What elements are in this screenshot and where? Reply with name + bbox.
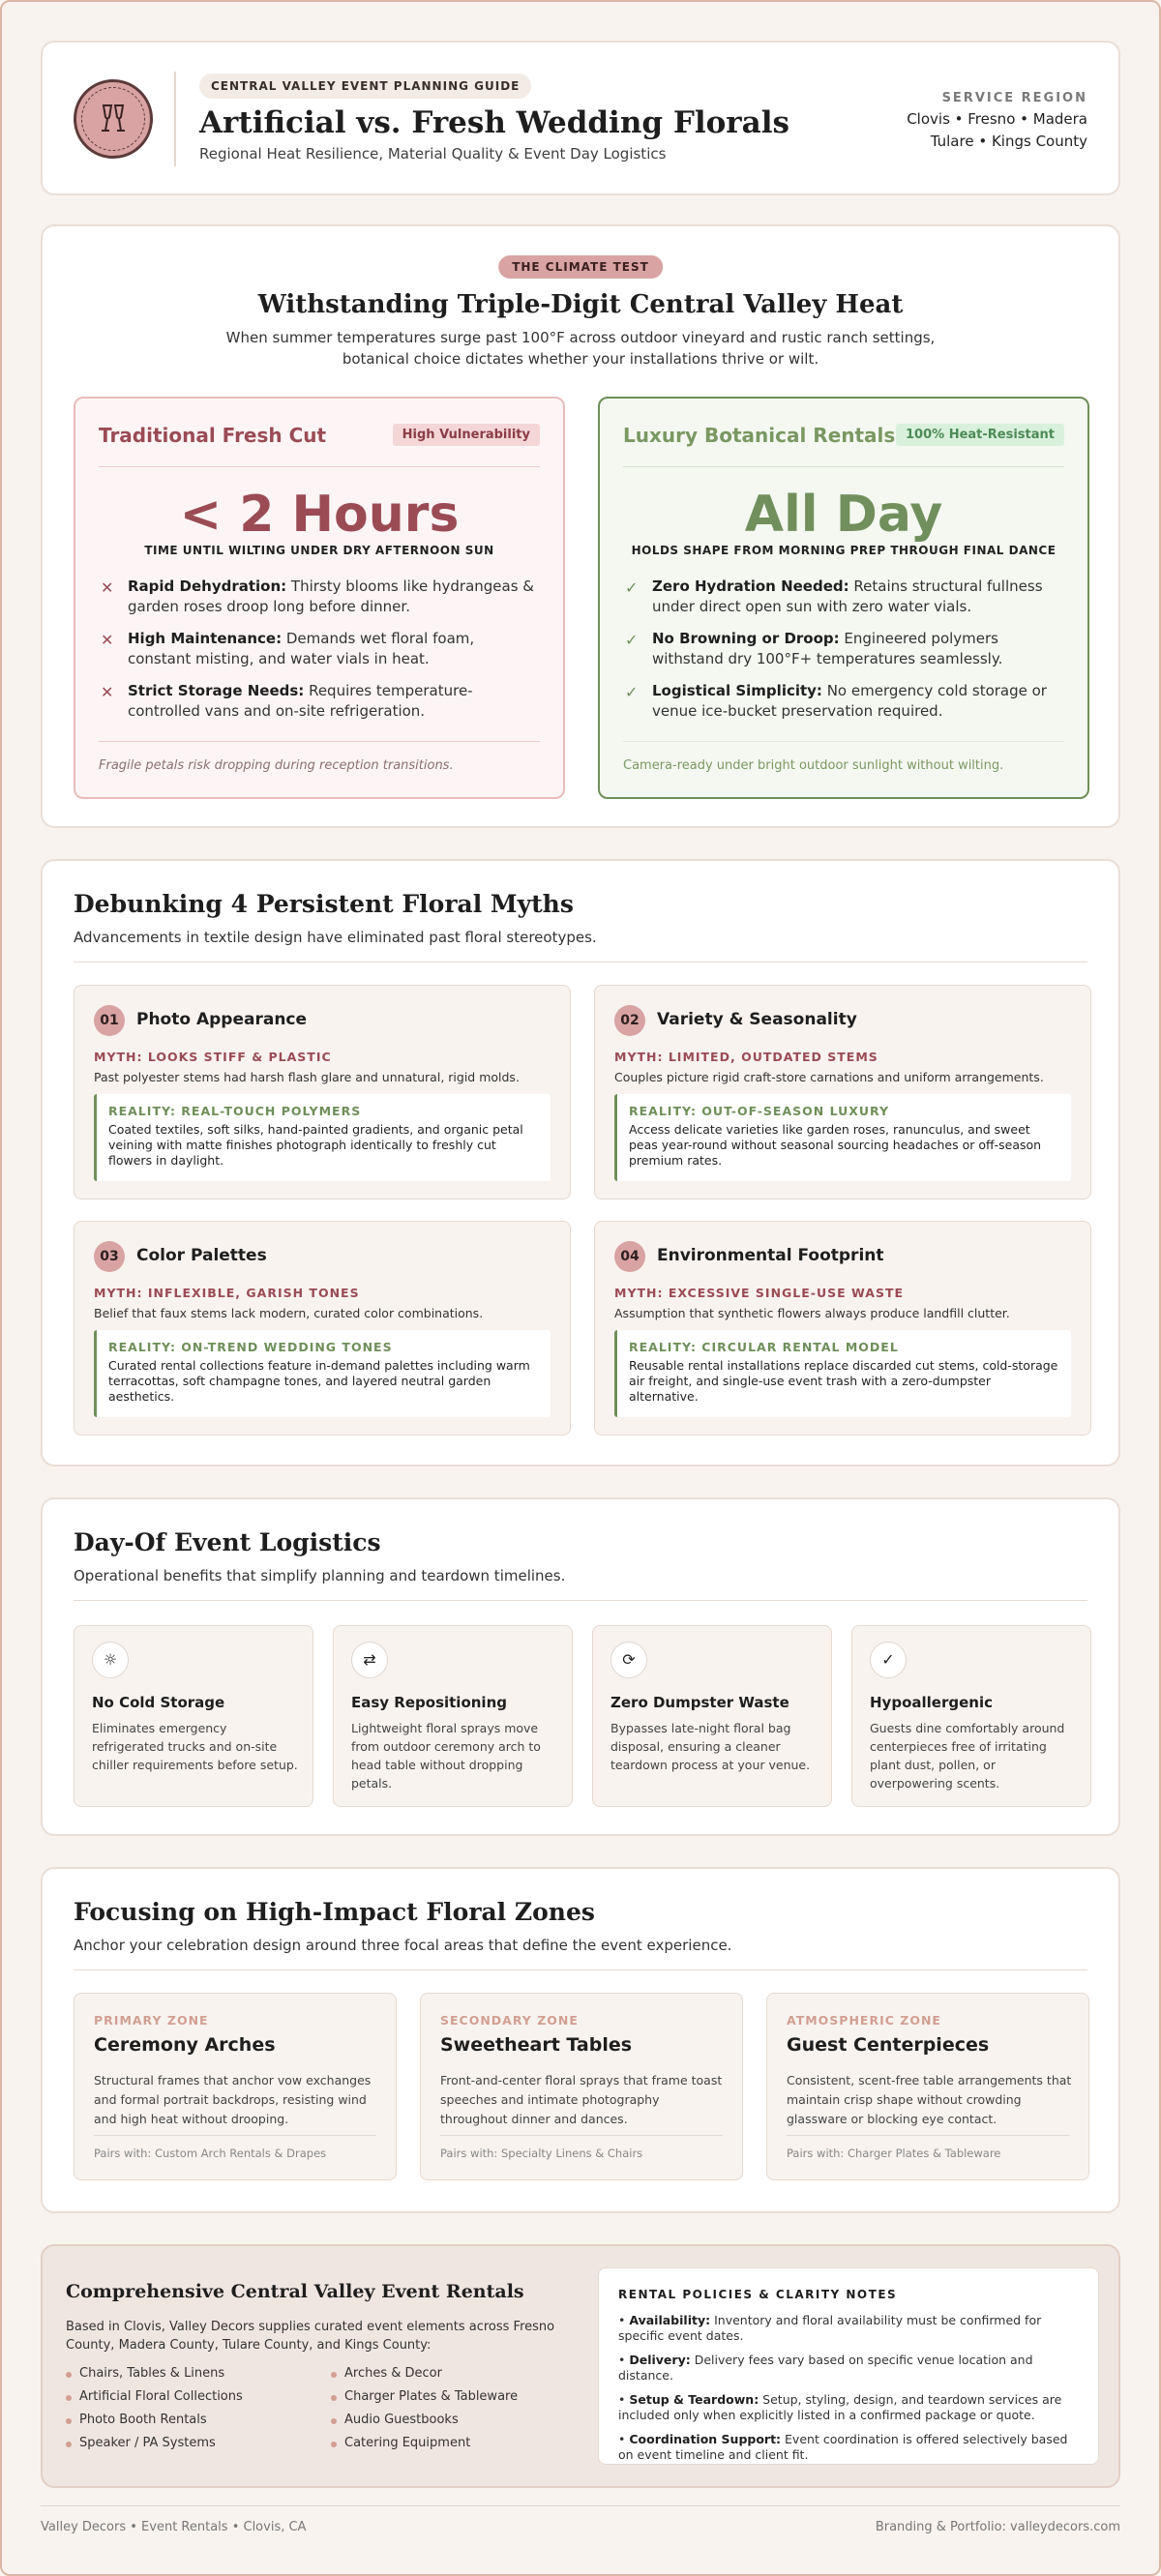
rentals-description: Based in Clovis, Valley Decors supplies curated event elements across Fresno County, Madera County, Tulare County, and Kings County:	[66, 2320, 555, 2353]
myth-number: 02	[614, 1005, 645, 1036]
myth-number: 04	[614, 1241, 645, 1272]
reality-box	[94, 1330, 551, 1417]
logistics-card-text: Guests dine comfortably around centerpieces free of irritating plant dust, pollen, or overpowering scents.	[870, 1721, 1065, 1791]
service-region-line-1: Clovis • Fresno • Madera	[907, 110, 1087, 128]
zones-section	[41, 1867, 1120, 2213]
header-divider	[174, 72, 176, 166]
list-item: Chairs, Tables & Linens	[66, 2366, 243, 2389]
myth-card	[594, 985, 1091, 1199]
rental-policies-box	[598, 2267, 1099, 2465]
reality-label: REALITY: OUT-OF-SEASON LUXURY	[629, 1104, 890, 1118]
check-icon: ✓	[625, 631, 639, 649]
reality-text: Coated textiles, soft silks, hand-painted gradients, and organic petal veining with matte finishes photograph identically to freshly cut flowers in daylight.	[108, 1122, 523, 1168]
list-item: ✕ Rapid Dehydration: Thirsty blooms like hydrangeas & garden roses droop long before dinner.	[101, 577, 534, 615]
footer-divider	[41, 2505, 1120, 2506]
list-item: ✕ High Maintenance: Demands wet floral foam, constant misting, and water vials in heat.	[101, 630, 475, 667]
policy-note: • Setup & Teardown: Setup, styling, design, and teardown services are included only when explicitly listed in a confirmed package or quote.	[618, 2392, 1062, 2422]
x-mark-icon: ✕	[101, 631, 114, 649]
swap-arrows-icon: ⇄	[351, 1642, 388, 1678]
list-item: ✓ Logistical Simplicity: No emergency cold storage or venue ice-bucket preservation required.	[625, 682, 1047, 720]
footer-left: Valley Decors • Event Rentals • Clovis, CA	[41, 2520, 307, 2534]
reality-text: Reusable rental installations replace discarded cut stems, cold-storage air freight, and single-use event trash with a zero-dumpster alternative.	[629, 1358, 1058, 1404]
climate-section	[41, 224, 1120, 828]
zone-pairs: Pairs with: Charger Plates & Tableware	[787, 2147, 1001, 2160]
reality-box	[614, 1094, 1071, 1181]
policy-note: • Availability: Inventory and floral availability must be confirmed for specific event dates.	[618, 2313, 1042, 2343]
logistics-card	[592, 1625, 832, 1807]
logistics-card	[851, 1625, 1091, 1807]
page-subtitle: Regional Heat Resilience, Material Quality & Event Day Logistics	[199, 145, 667, 163]
reality-text: Curated rental collections feature in-demand palettes including warm terracottas, soft champagne tones, and layered neutral garden aesthetics.	[108, 1358, 530, 1404]
x-mark-icon: ✕	[101, 578, 114, 597]
myth-label: MYTH: LIMITED, OUTDATED STEMS	[614, 1050, 878, 1064]
guide-tag: CENTRAL VALLEY EVENT PLANNING GUIDE	[199, 74, 531, 99]
rentals-title: Comprehensive Central Valley Event Rentals	[66, 2281, 524, 2302]
logistics-card-text: Lightweight floral sprays move from outdoor ceremony arch to head table without dropping petals.	[351, 1721, 541, 1791]
zone-card	[420, 1993, 743, 2180]
list-item: Photo Booth Rentals	[66, 2413, 243, 2436]
rental-policies-title: RENTAL POLICIES & CLARITY NOTES	[618, 2288, 898, 2301]
policy-note: • Delivery: Delivery fees vary based on specific venue location and distance.	[618, 2353, 1033, 2383]
myth-card	[74, 1221, 571, 1436]
myths-section	[41, 859, 1120, 1466]
fresh-cut-footnote: Fragile petals risk dropping during reception transitions.	[99, 758, 454, 773]
list-item: Audio Guestbooks	[331, 2413, 518, 2436]
myth-title: Color Palettes	[136, 1246, 267, 1265]
logistics-card-title: Easy Repositioning	[351, 1694, 507, 1711]
list-item: Catering Equipment	[331, 2436, 518, 2459]
fresh-cut-card	[74, 397, 565, 799]
myth-title: Environmental Footprint	[657, 1246, 884, 1265]
champagne-glasses-icon	[74, 79, 153, 159]
zone-card	[766, 1993, 1089, 2180]
climate-description: When summer temperatures surge past 100°F across outdoor vineyard and rustic ranch settings, botanical choice dictates whether your installations thrive or wilt.	[225, 329, 936, 368]
rentals-list-right	[331, 2366, 518, 2459]
zone-label: ATMOSPHERIC ZONE	[787, 2013, 941, 2028]
myth-number: 01	[94, 1005, 125, 1036]
check-circle-icon: ✓	[870, 1642, 907, 1678]
list-item: ✕ Strict Storage Needs: Requires temperature-controlled vans and on-site refrigeration.	[101, 682, 473, 720]
myth-title: Variety & Seasonality	[657, 1010, 857, 1029]
list-item: Artificial Floral Collections	[66, 2389, 243, 2413]
zone-label: PRIMARY ZONE	[94, 2013, 209, 2028]
zone-text: Consistent, scent-free table arrangements that maintain crisp shape without crowding glassware or blocking eye contact.	[787, 2073, 1072, 2126]
luxury-rental-footnote: Camera-ready under bright outdoor sunlight without wilting.	[623, 758, 1004, 773]
myth-label: MYTH: INFLEXIBLE, GARISH TONES	[94, 1286, 360, 1300]
policy-note: • Coordination Support: Event coordination is offered selectively based on event timeline and client fit.	[618, 2432, 1068, 2462]
zone-label: SECONDARY ZONE	[440, 2013, 579, 2028]
logistics-card-text: Eliminates emergency refrigerated trucks and on-site chiller requirements before setup.	[92, 1721, 298, 1772]
myth-label: MYTH: EXCESSIVE SINGLE-USE WASTE	[614, 1286, 905, 1300]
footer-right: Branding & Portfolio: valleydecors.com	[875, 2520, 1120, 2534]
reality-box	[94, 1094, 551, 1181]
list-item: Speaker / PA Systems	[66, 2436, 243, 2459]
service-region-line-2: Tulare • Kings County	[930, 133, 1087, 150]
reality-box	[614, 1330, 1071, 1417]
luxury-rental-card	[598, 397, 1089, 799]
myth-text: Couples picture rigid craft-store carnations and uniform arrangements.	[614, 1070, 1044, 1084]
wilt-time-caption: TIME UNTIL WILTING UNDER DRY AFTERNOON SUN	[144, 544, 494, 557]
myths-title: Debunking 4 Persistent Floral Myths	[74, 890, 574, 918]
list-item: Charger Plates & Tableware	[331, 2389, 518, 2413]
myth-card	[74, 985, 571, 1199]
myth-text: Belief that faux stems lack modern, curated color combinations.	[94, 1306, 484, 1320]
logistics-subtitle: Operational benefits that simplify planning and teardown timelines.	[74, 1567, 566, 1584]
reality-label: REALITY: REAL-TOUCH POLYMERS	[108, 1104, 362, 1118]
sun-icon: ☼	[92, 1642, 129, 1678]
myth-text: Assumption that synthetic flowers always produce landfill clutter.	[614, 1306, 1010, 1320]
logistics-card-title: No Cold Storage	[92, 1694, 225, 1711]
zone-title: Guest Centerpieces	[787, 2034, 990, 2056]
hold-time-caption: HOLDS SHAPE FROM MORNING PREP THROUGH FINAL DANCE	[631, 544, 1057, 557]
myth-label: MYTH: LOOKS STIFF & PLASTIC	[94, 1050, 332, 1064]
status-badge: High Vulnerability	[393, 424, 540, 446]
logistics-card	[333, 1625, 573, 1807]
zone-title: Ceremony Arches	[94, 2034, 276, 2056]
x-mark-icon: ✕	[101, 683, 114, 701]
logistics-card	[74, 1625, 313, 1807]
zones-title: Focusing on High-Impact Floral Zones	[74, 1898, 595, 1926]
list-item: ✓ Zero Hydration Needed: Retains structural fullness under direct open sun with zero water vials.	[625, 577, 1043, 615]
logistics-title: Day-Of Event Logistics	[74, 1528, 381, 1556]
check-icon: ✓	[625, 683, 639, 701]
logistics-card-text: Bypasses late-night floral bag disposal, ensuring a cleaner teardown process at your venue.	[610, 1721, 811, 1772]
zone-pairs: Pairs with: Specialty Linens & Chairs	[440, 2147, 643, 2160]
zone-pairs: Pairs with: Custom Arch Rentals & Drapes	[94, 2147, 327, 2160]
reality-label: REALITY: CIRCULAR RENTAL MODEL	[629, 1340, 899, 1354]
logistics-section	[41, 1497, 1120, 1836]
zones-subtitle: Anchor your celebration design around three focal areas that define the event experience.	[74, 1937, 732, 1954]
climate-tag: THE CLIMATE TEST	[498, 255, 663, 279]
status-badge: 100% Heat-Resistant	[896, 424, 1064, 446]
rentals-section	[41, 2244, 1120, 2488]
myth-card	[594, 1221, 1091, 1436]
luxury-rental-title: Luxury Botanical Rentals	[623, 424, 896, 447]
zone-text: Front-and-center floral sprays that frame toast speeches and intimate photography throughout dinner and dances.	[440, 2073, 723, 2126]
hold-time-stat: All Day	[744, 486, 943, 544]
list-item: ✓ No Browning or Droop: Engineered polymers withstand dry 100°F+ temperatures seamlessly.	[625, 630, 1003, 667]
climate-title: Withstanding Triple-Digit Central Valley Heat	[257, 290, 904, 319]
reality-text: Access delicate varieties like garden roses, ranunculus, and sweet peas year-round without seasonal sourcing headaches or off-season premium rates.	[629, 1122, 1042, 1168]
rentals-list-left	[66, 2366, 243, 2459]
myths-subtitle: Advancements in textile design have eliminated past floral stereotypes.	[74, 929, 597, 946]
recycle-icon: ⟳	[610, 1642, 647, 1678]
myth-text: Past polyester stems had harsh flash glare and unnatural, rigid molds.	[94, 1070, 520, 1084]
myth-number: 03	[94, 1241, 125, 1272]
myth-title: Photo Appearance	[136, 1010, 308, 1029]
logistics-card-title: Hypoallergenic	[870, 1694, 993, 1711]
reality-label: REALITY: ON-TREND WEDDING TONES	[108, 1340, 393, 1354]
header-card	[41, 41, 1120, 195]
fresh-cut-title: Traditional Fresh Cut	[99, 424, 327, 447]
zone-title: Sweetheart Tables	[440, 2034, 633, 2056]
check-icon: ✓	[625, 578, 639, 597]
page-title: Artificial vs. Fresh Wedding Florals	[199, 105, 789, 140]
logistics-card-title: Zero Dumpster Waste	[610, 1694, 789, 1711]
zone-card	[74, 1993, 397, 2180]
list-item: Arches & Decor	[331, 2366, 518, 2389]
service-region-label: SERVICE REGION	[941, 91, 1087, 105]
service-region	[907, 91, 1087, 150]
wilt-time-stat: < 2 Hours	[179, 486, 460, 544]
zone-text: Structural frames that anchor vow exchanges and formal portrait backdrops, resisting wind and high heat without drooping.	[94, 2073, 372, 2126]
